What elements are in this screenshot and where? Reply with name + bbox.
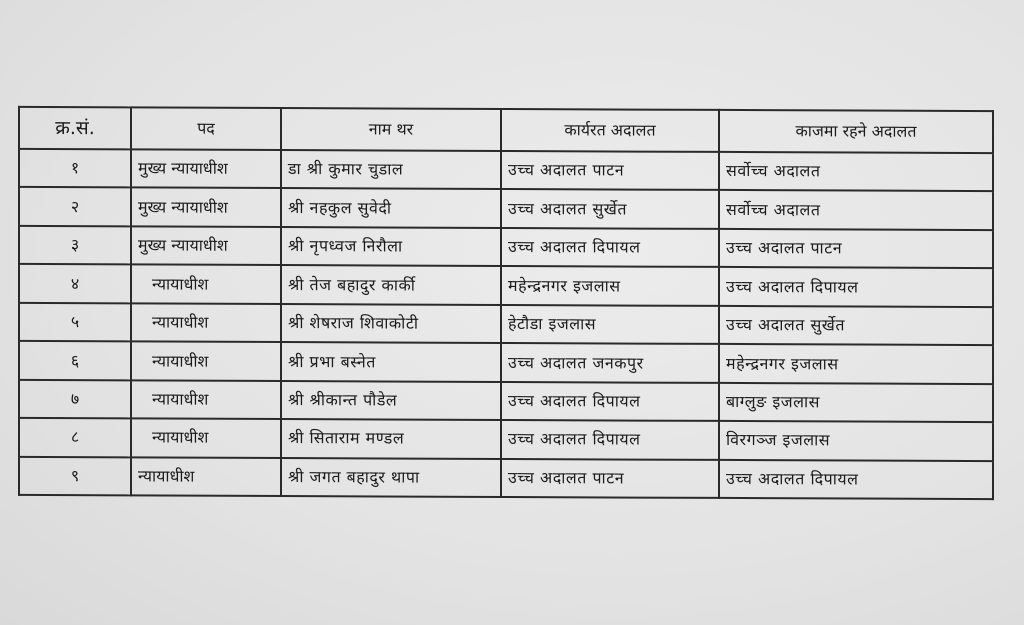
row-serial-number: १	[19, 149, 131, 188]
row-post: न्यायाधीश	[131, 342, 281, 381]
row-post: न्यायाधीश	[131, 265, 281, 304]
row-current-court: हेटौडा इजलास	[501, 305, 719, 344]
row-post: न्यायाधीश	[131, 303, 281, 342]
row-acting-court: उच्च अदालत सुर्खेत	[719, 306, 993, 346]
table-row	[19, 341, 993, 384]
row-acting-court: बाग्लुङ इजलास	[719, 383, 993, 423]
table-row	[19, 456, 993, 499]
row-acting-court: महेन्द्रनगर इजलास	[719, 344, 993, 384]
table-row	[19, 418, 993, 461]
header-name: नाम थर	[281, 108, 501, 151]
row-current-court: उच्च अदालत पाटन	[501, 458, 719, 497]
table-row	[19, 264, 993, 307]
row-post: मुख्य न्यायाधीश	[131, 226, 281, 265]
row-name: श्री सिताराम मण्डल	[281, 419, 501, 458]
row-current-court: उच्च अदालत जनकपुर	[501, 343, 719, 382]
row-current-court: उच्च अदालत सुर्खेत	[501, 189, 719, 228]
row-current-court: उच्च अदालत पाटन	[501, 151, 719, 190]
table-header-row	[19, 107, 993, 153]
row-acting-court: उच्च अदालत पाटन	[719, 229, 993, 269]
row-acting-court: सर्वोच्च अदालत	[719, 152, 993, 192]
header-current-court: कार्यरत अदालत	[501, 109, 719, 152]
row-name: श्री नहकुल सुवेदी	[281, 188, 501, 227]
row-serial-number: ४	[19, 264, 131, 303]
row-post: न्यायाधीश	[131, 380, 281, 419]
row-acting-court: विरगञ्ज इजलास	[719, 421, 993, 461]
row-current-court: उच्च अदालत दिपायल	[501, 420, 719, 459]
row-name: श्री जगत बहादुर थापा	[281, 458, 501, 497]
header-post: पद	[131, 107, 281, 150]
judges-roster-table	[18, 106, 994, 500]
row-post: न्यायाधीश	[131, 418, 281, 457]
table-row	[19, 149, 993, 192]
row-acting-court: सर्वोच्च अदालत	[719, 190, 993, 230]
row-serial-number: ३	[19, 226, 131, 265]
row-serial-number: २	[19, 187, 131, 226]
row-acting-court: उच्च अदालत दिपायल	[719, 267, 993, 307]
header-serial-number: क्र.सं.	[19, 107, 131, 149]
row-serial-number: ६	[19, 341, 131, 380]
row-post: न्यायाधीश	[131, 457, 281, 496]
table-row	[19, 187, 993, 230]
row-name: श्री प्रभा बस्नेत	[281, 342, 501, 381]
table-row	[19, 226, 993, 269]
row-acting-court: उच्च अदालत दिपायल	[719, 459, 993, 499]
row-name: श्री शेषराज शिवाकोटी	[281, 304, 501, 343]
row-post: मुख्य न्यायाधीश	[131, 149, 281, 188]
table-row	[19, 380, 993, 423]
row-serial-number: ९	[19, 456, 131, 495]
row-name: श्री नृपध्वज निरौला	[281, 227, 501, 266]
header-acting-court: काजमा रहने अदालत	[719, 110, 993, 153]
row-post: मुख्य न्यायाधीश	[131, 188, 281, 227]
row-serial-number: ५	[19, 303, 131, 342]
table-row	[19, 303, 993, 346]
row-current-court: उच्च अदालत दिपायल	[501, 228, 719, 267]
row-name: श्री श्रीकान्त पौडेल	[281, 381, 501, 420]
row-serial-number: ८	[19, 418, 131, 457]
row-current-court: उच्च अदालत दिपायल	[501, 382, 719, 421]
row-current-court: महेन्द्रनगर इजलास	[501, 266, 719, 305]
row-name: श्री तेज बहादुर कार्की	[281, 265, 501, 304]
row-name: डा श्री कुमार चुडाल	[281, 150, 501, 189]
row-serial-number: ७	[19, 380, 131, 419]
